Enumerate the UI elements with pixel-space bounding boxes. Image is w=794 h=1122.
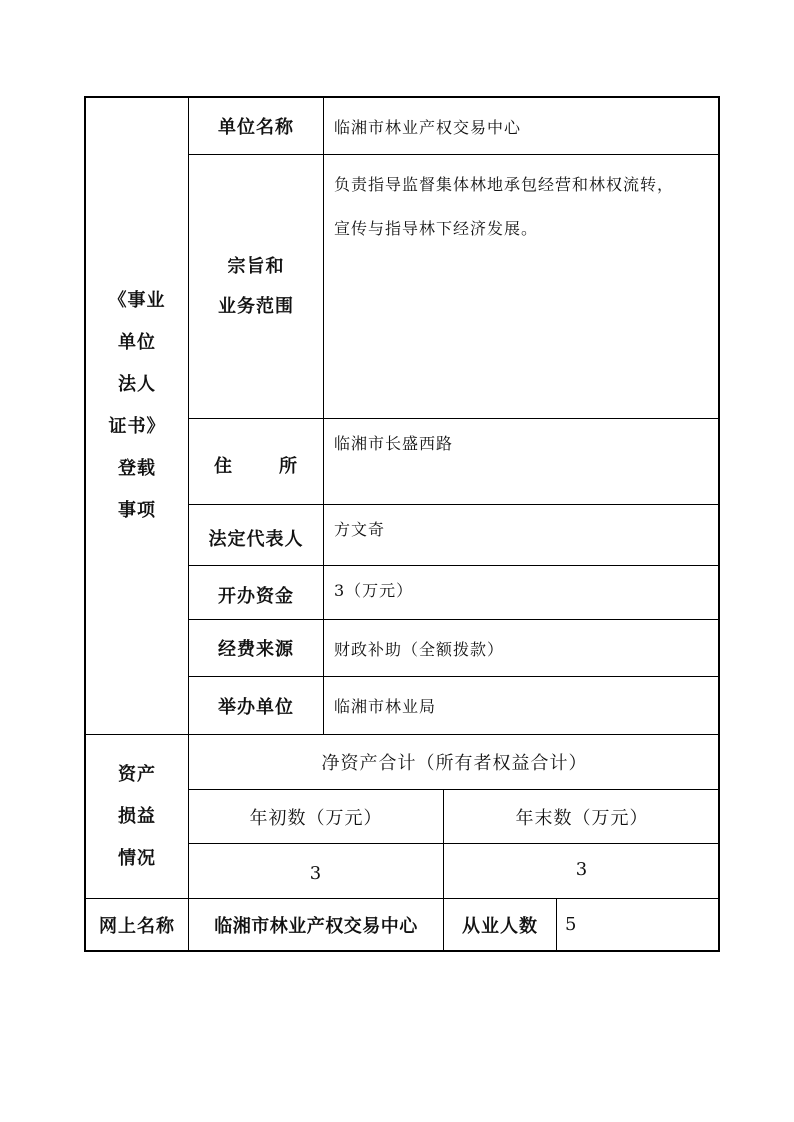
register-label-line: 法人 xyxy=(118,374,156,395)
purpose-label-line: 宗旨和 xyxy=(227,255,285,277)
register-label-line: 单位 xyxy=(118,332,156,353)
online-name-value-text: 临湘市林业产权交易中心 xyxy=(214,915,418,937)
address-value xyxy=(324,419,720,504)
sponsor-value-text: 临湘市林业局 xyxy=(334,697,437,716)
purpose-value xyxy=(324,155,720,418)
begin-year-value xyxy=(189,844,443,898)
source-label-text: 经费来源 xyxy=(218,639,294,660)
source-value xyxy=(324,620,720,676)
purpose-label xyxy=(189,155,323,418)
unit-name-value xyxy=(324,98,720,154)
net-assets-header-text: 净资产合计（所有者权益合计） xyxy=(321,753,588,774)
sponsor-value xyxy=(324,677,720,734)
legal-rep-value xyxy=(324,505,720,565)
sponsor-label-text: 举办单位 xyxy=(218,696,294,718)
source-label xyxy=(189,620,323,676)
purpose-label-line: 业务范围 xyxy=(218,295,294,317)
purpose-value-line: 负责指导监督集体林地承包经营和林权流转， xyxy=(334,175,675,194)
end-year-header xyxy=(444,790,720,843)
begin-year-value-text: 3 xyxy=(309,862,323,884)
register-label-line: 《事业 xyxy=(108,290,166,311)
legal-rep-label-text: 法定代表人 xyxy=(208,529,304,550)
staff-count-value-text: 5 xyxy=(565,914,578,935)
net-assets-header xyxy=(189,735,720,789)
staff-count-label-text: 从业人数 xyxy=(462,915,538,937)
staff-count-value xyxy=(557,899,720,950)
legal-rep-label xyxy=(189,505,323,565)
register-label-line: 登载 xyxy=(118,458,156,479)
funding-label xyxy=(189,566,323,619)
online-name-value xyxy=(189,899,443,950)
online-name-label xyxy=(86,899,188,950)
source-value-text: 财政补助（全额拨款） xyxy=(334,639,505,659)
funding-label-text: 开办资金 xyxy=(218,585,294,607)
sponsor-label xyxy=(189,677,323,734)
register-label-line: 事项 xyxy=(118,500,156,521)
end-year-value-text: 3 xyxy=(575,858,589,880)
unit-name-value-text: 临湘市林业产权交易中心 xyxy=(334,117,522,137)
register-section-label xyxy=(86,98,188,734)
funding-value-text: 3（万元） xyxy=(334,581,414,600)
address-label-char: 所 xyxy=(279,455,298,477)
begin-year-header-text: 年初数（万元） xyxy=(249,807,383,829)
end-year-header-text: 年末数（万元） xyxy=(515,807,649,829)
assets-label-line: 资产 xyxy=(118,763,156,785)
legal-rep-value-text: 方文奇 xyxy=(334,520,386,539)
funding-value xyxy=(324,566,720,619)
begin-year-header xyxy=(189,790,443,843)
assets-label-line: 损益 xyxy=(118,805,156,827)
address-value-text: 临湘市长盛西路 xyxy=(334,434,454,453)
end-year-value xyxy=(444,844,720,898)
purpose-value-line: 宣传与指导林下经济发展。 xyxy=(334,219,539,238)
address-label-char: 住 xyxy=(214,455,233,477)
assets-label-line: 情况 xyxy=(118,847,156,869)
unit-name-label xyxy=(189,98,323,154)
registration-table xyxy=(84,96,720,952)
staff-count-label xyxy=(444,899,556,950)
assets-section-label xyxy=(86,735,188,898)
register-label-line: 证书》 xyxy=(108,416,166,437)
unit-name-label-text: 单位名称 xyxy=(218,117,294,138)
online-name-label-text: 网上名称 xyxy=(99,915,175,937)
address-label xyxy=(189,419,323,504)
